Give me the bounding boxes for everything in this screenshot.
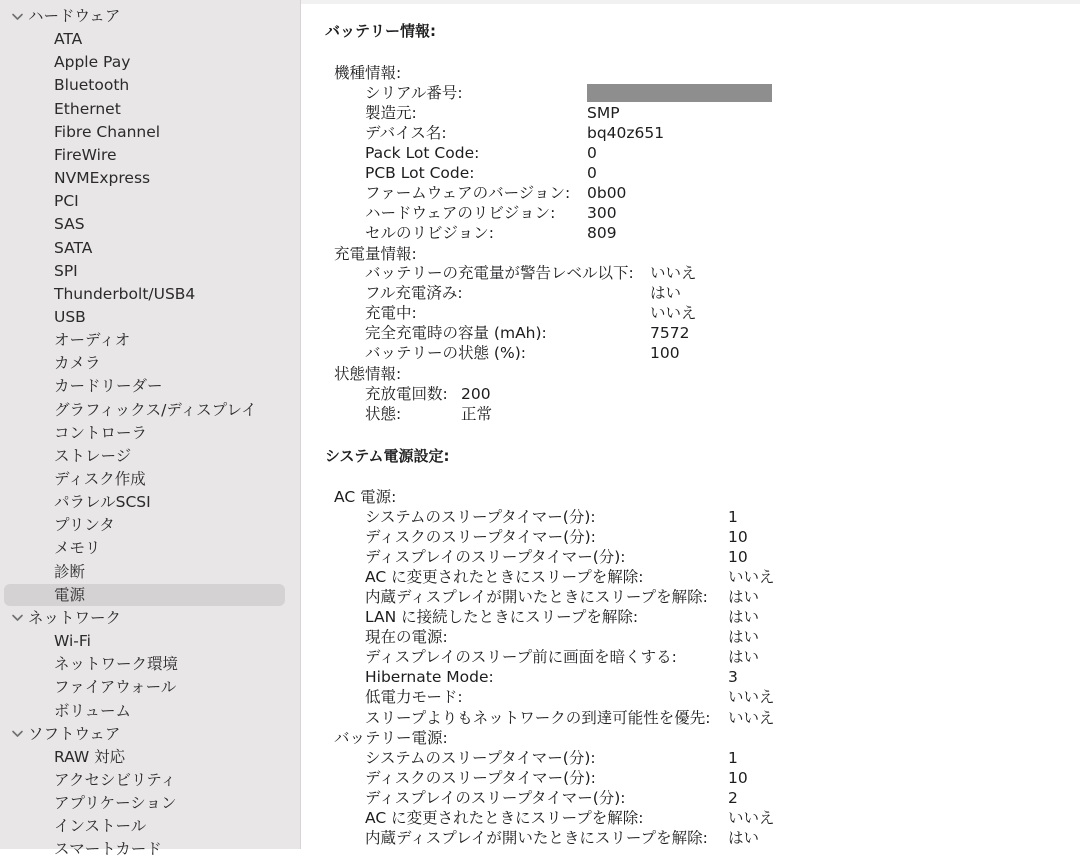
model-info-row-label: ファームウェアのバージョン: (365, 184, 571, 203)
battery-power-row-label: システムのスリープタイマー(分): (365, 749, 596, 767)
sidebar-category-2[interactable] (8, 723, 120, 745)
model-info-row-value: 300 (587, 204, 617, 223)
health-info-header: 状態情報: (334, 365, 402, 383)
sidebar-item[interactable]: Fibre Channel (54, 122, 161, 141)
ac-power-row-value: はい (728, 588, 760, 607)
battery-power-row-value: はい (728, 829, 760, 847)
sidebar-item[interactable]: SATA (54, 238, 93, 257)
charge-info-row-label: バッテリーの状態 (%): (365, 344, 526, 362)
sidebar-category-label: ソフトウェア (28, 724, 121, 743)
ac-power-row-label: AC に変更されたときにスリープを解除: (365, 568, 644, 587)
ac-power-row-value: 10 (728, 548, 748, 567)
model-info-row-value: SMP (587, 104, 620, 123)
charge-info-row-value: 7572 (650, 324, 690, 342)
chevron-down-icon[interactable] (8, 6, 26, 28)
battery-power-header: バッテリー電源: (334, 729, 448, 747)
sidebar-item[interactable]: オーディオ (54, 331, 131, 350)
system-power-title: システム電源設定: (325, 447, 450, 465)
sidebar-selection-highlight (4, 584, 285, 606)
ac-power-row-label: Hibernate Mode: (365, 668, 494, 687)
sidebar-item[interactable]: パラレルSCSI (54, 493, 151, 512)
sidebar-item[interactable]: グラフィックス/ディスプレイ (54, 400, 257, 419)
ac-power-row-value: いいえ (728, 708, 775, 727)
ac-power-row-label: LAN に接続したときにスリープを解除: (365, 608, 639, 627)
sidebar-item[interactable]: Wi-Fi (54, 632, 91, 651)
sidebar-item[interactable]: ストレージ (54, 446, 132, 465)
ac-power-row-value: はい (728, 628, 760, 647)
sidebar-item[interactable]: ネットワーク環境 (54, 655, 179, 674)
sidebar-category-0[interactable] (8, 5, 120, 27)
charge-info-row-label: バッテリーの充電量が警告レベル以下: (365, 264, 634, 282)
sidebar-item[interactable]: メモリ (54, 539, 101, 558)
charge-info-row-value: はい (650, 284, 682, 302)
battery-power-row-value: いいえ (728, 809, 775, 827)
sidebar-item[interactable]: PCI (54, 192, 79, 211)
model-info-row-value: 0b00 (587, 184, 627, 203)
sidebar-item[interactable]: FireWire (54, 145, 117, 164)
charge-info-row-value: いいえ (650, 304, 697, 322)
model-info-row-value: 809 (587, 224, 617, 243)
ac-power-row-label: システムのスリープタイマー(分): (365, 508, 596, 526)
sidebar-item[interactable]: インストール (54, 817, 147, 836)
battery-power-row-label: ディスクのスリープタイマー(分): (365, 769, 596, 787)
sidebar-item[interactable]: ATA (54, 30, 83, 49)
charge-info-row-value: いいえ (650, 264, 697, 282)
battery-info-title: バッテリー情報: (325, 22, 436, 40)
sidebar-item[interactable]: RAW 対応 (54, 747, 126, 766)
model-info-row-label: Pack Lot Code: (365, 144, 480, 163)
sidebar-item[interactable]: プリンタ (54, 516, 115, 535)
battery-power-row-value: 2 (728, 789, 738, 807)
health-info-row-label: 状態: (365, 405, 402, 423)
charge-info-row-value: 100 (650, 344, 680, 362)
model-info-row-label: セルのリビジョン: (365, 224, 494, 243)
ac-power-row-label: 現在の電源: (365, 628, 448, 647)
sidebar-item[interactable]: Bluetooth (54, 76, 130, 95)
sidebar-item[interactable]: Ethernet (54, 99, 121, 118)
charge-info-row-label: 充電中: (365, 304, 417, 322)
health-info-row-label: 充放電回数: (365, 385, 448, 403)
ac-power-row-value: 3 (728, 668, 738, 687)
chevron-down-icon[interactable] (8, 723, 26, 745)
ac-power-row-value: はい (728, 608, 760, 627)
battery-power-row-label: AC に変更されたときにスリープを解除: (365, 809, 644, 827)
battery-power-row-value: 1 (728, 749, 738, 767)
ac-power-row-value: はい (728, 648, 760, 667)
sidebar-item[interactable]: 診断 (54, 562, 86, 581)
ac-power-row-value: 1 (728, 508, 738, 526)
charge-info-row-label: フル充電済み: (365, 284, 463, 302)
model-info-row-label: 製造元: (365, 104, 417, 123)
model-info-row-value: bq40z651 (587, 124, 665, 143)
sidebar-item[interactable]: Apple Pay (54, 53, 131, 72)
sidebar-item[interactable]: NVMExpress (54, 169, 151, 188)
ac-power-row-value: 10 (728, 528, 748, 547)
model-info-row-value: 0 (587, 164, 597, 183)
sidebar-item[interactable]: SAS (54, 215, 85, 234)
sidebar-item[interactable]: ファイアウォール (54, 678, 177, 697)
sidebar-category-label: ハードウェア (28, 7, 121, 25)
battery-power-row-label: 内蔵ディスプレイが開いたときにスリープを解除: (365, 829, 708, 847)
ac-power-header: AC 電源: (334, 488, 397, 506)
redacted-serial-number (587, 84, 772, 102)
ac-power-row-label: スリープよりもネットワークの到達可能性を優先: (365, 708, 711, 727)
sidebar-item[interactable]: アプリケーション (54, 794, 177, 813)
sidebar-item[interactable]: アクセシビリティ (54, 770, 176, 789)
top-border (301, 0, 1080, 4)
sidebar-category-label: ネットワーク (28, 608, 122, 627)
sidebar-item[interactable]: 電源 (54, 585, 86, 604)
battery-power-row-value: 10 (728, 769, 748, 787)
charge-info-header: 充電量情報: (334, 245, 417, 263)
sidebar (0, 0, 301, 859)
sidebar-item[interactable]: スマートカード (54, 840, 162, 859)
ac-power-row-label: 低電力モード: (365, 688, 463, 707)
model-info-row-label: PCB Lot Code: (365, 164, 475, 183)
model-info-header: 機種情報: (334, 64, 402, 82)
ac-power-row-value: いいえ (728, 688, 775, 707)
sidebar-item[interactable]: ディスク作成 (54, 470, 146, 488)
model-info-row-label: デバイス名: (365, 124, 447, 143)
battery-power-row-label: ディスプレイのスリープタイマー(分): (365, 789, 626, 807)
ac-power-row-label: ディスプレイのスリープ前に画面を暗くする: (365, 648, 677, 667)
sidebar-item[interactable]: USB (54, 307, 86, 326)
ac-power-row-label: ディスプレイのスリープタイマー(分): (365, 548, 626, 567)
sidebar-item[interactable]: Thunderbolt/USB4 (54, 284, 196, 303)
sidebar-item[interactable]: コントローラ (54, 423, 148, 442)
ac-power-row-label: ディスクのスリープタイマー(分): (365, 528, 596, 547)
model-info-row-label: ハードウェアのリビジョン: (365, 204, 556, 223)
ac-power-row-label: 内蔵ディスプレイが開いたときにスリープを解除: (365, 588, 708, 607)
chevron-down-icon[interactable] (8, 607, 26, 629)
model-info-row-value: 0 (587, 144, 597, 163)
sidebar-item[interactable]: SPI (54, 261, 78, 280)
ac-power-row-value: いいえ (728, 568, 775, 587)
sidebar-item[interactable]: カードリーダー (54, 377, 163, 396)
sidebar-item[interactable]: ボリューム (54, 701, 132, 720)
health-info-row-value: 正常 (461, 405, 493, 423)
charge-info-row-label: 完全充電時の容量 (mAh): (365, 324, 547, 342)
sidebar-item[interactable]: カメラ (54, 354, 101, 373)
detail-pane (301, 0, 1080, 849)
health-info-row-value: 200 (461, 385, 491, 403)
model-info-row-label: シリアル番号: (365, 84, 463, 102)
sidebar-category-1[interactable] (8, 607, 121, 629)
